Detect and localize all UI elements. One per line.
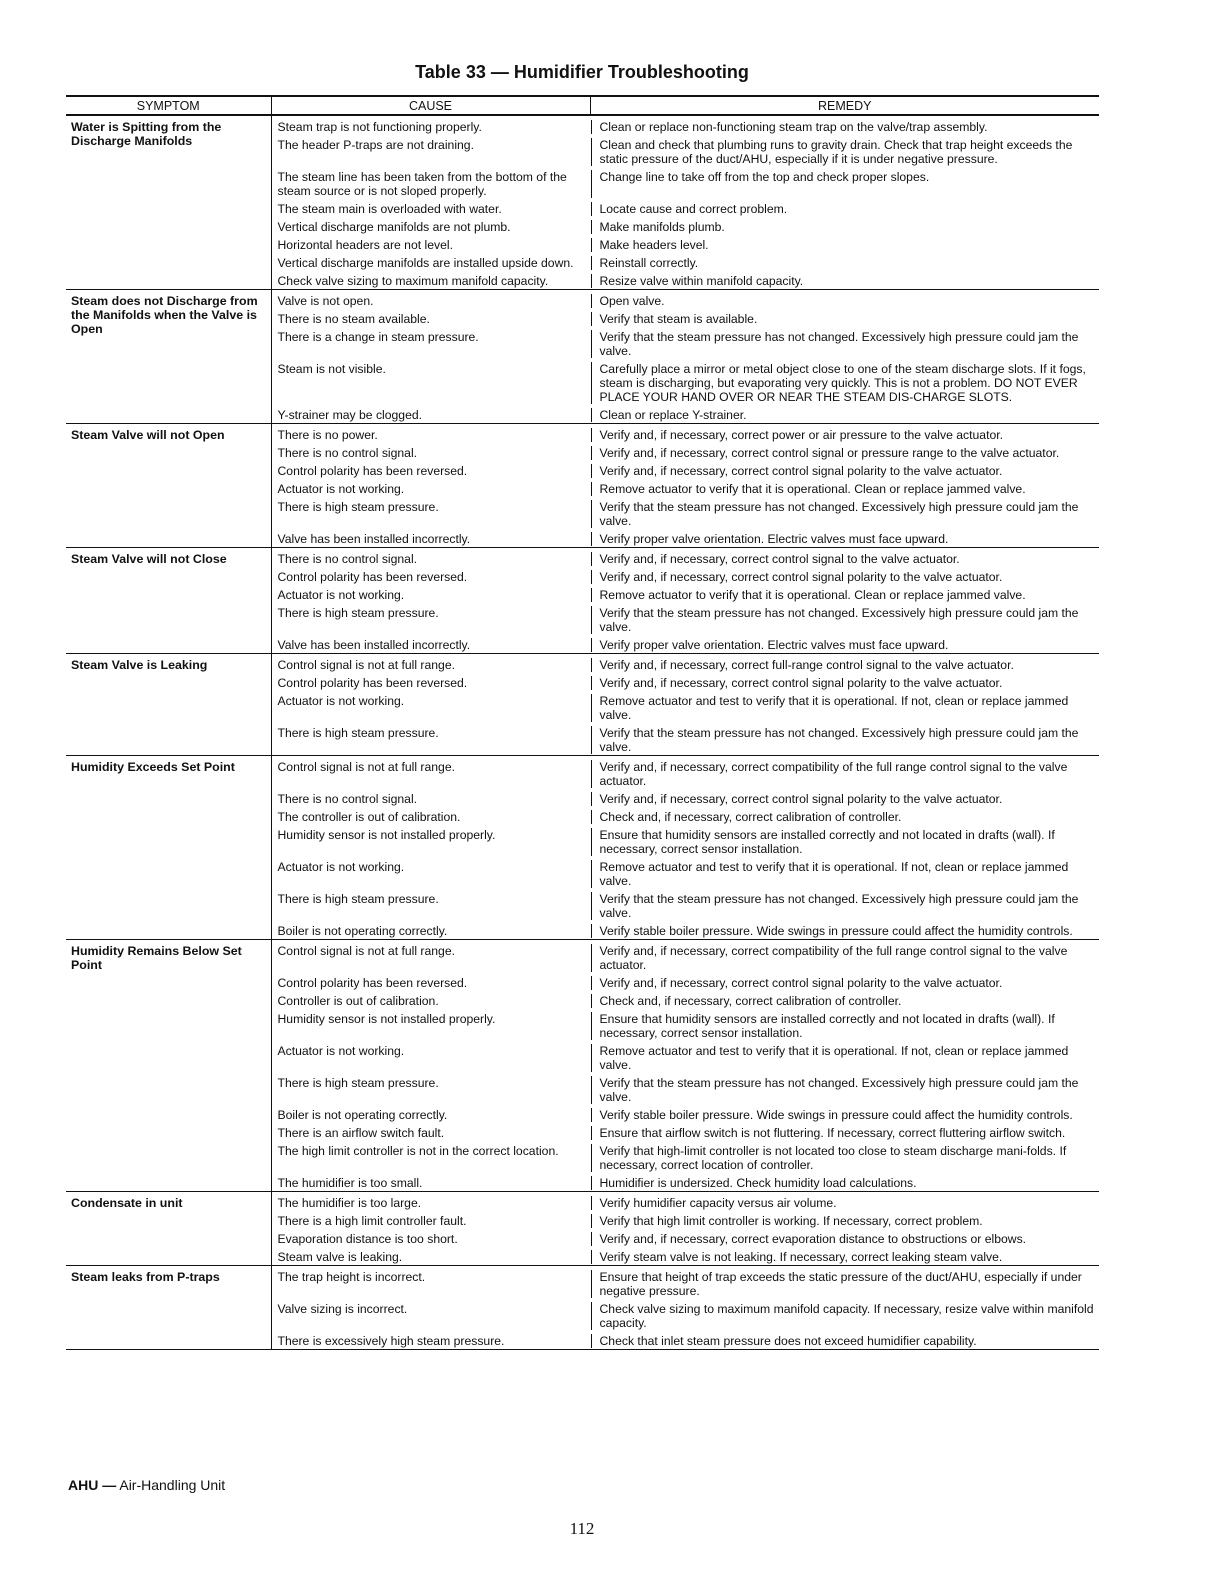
cause-text: The steam line has been taken from the bottom of the steam source or is not sloped properly.	[277, 170, 567, 198]
remedy-text: Verify that the steam pressure has not changed. Excessively high pressure could jam the valve.	[591, 1076, 1101, 1104]
remedy-text: Ensure that airflow switch is not fluttering. If necessary, correct fluttering airflow switch.	[591, 1126, 1101, 1140]
remedy-text: Remove actuator and test to verify that it is operational. If not, clean or replace jammed valve.	[591, 1044, 1101, 1072]
table-row	[272, 723, 1100, 755]
table-row	[272, 673, 1100, 691]
table-row	[272, 567, 1100, 585]
cause-text: Control polarity has been reversed.	[277, 570, 468, 584]
table-row	[272, 1009, 1100, 1041]
remedy-text: Verify and, if necessary, correct control signal or pressure range to the valve actuator.	[591, 446, 1101, 460]
remedy-text: Check and, if necessary, correct calibration of controller.	[591, 994, 1101, 1008]
remedy-text: Resize valve within manifold capacity.	[591, 274, 1101, 288]
table-row	[272, 1299, 1100, 1331]
cause-text: There is an airflow switch fault.	[277, 1126, 445, 1140]
table-row	[272, 825, 1100, 857]
remedy-text: Verify and, if necessary, correct control signal polarity to the valve actuator.	[591, 570, 1101, 584]
table-row	[272, 405, 1100, 423]
remedy-text: Remove actuator to verify that it is operational. Clean or replace jammed valve.	[591, 588, 1101, 602]
symptom-group	[66, 115, 1099, 290]
cause-text: Humidity sensor is not installed properly.	[277, 1012, 496, 1026]
symptom-group	[66, 424, 1099, 548]
table-row	[272, 253, 1100, 271]
cause-text: Valve is not open.	[277, 294, 374, 308]
remedy-text: Verify that the steam pressure has not changed. Excessively high pressure could jam the valve.	[591, 330, 1101, 358]
table-row	[272, 807, 1100, 825]
remedy-text: Humidifier is undersized. Check humidity load calculations.	[591, 1176, 1101, 1190]
cause-text: There is high steam pressure.	[277, 500, 439, 514]
cause-remedy-cell	[271, 548, 1099, 654]
table-row	[272, 548, 1100, 567]
remedy-text: Check valve sizing to maximum manifold capacity. If necessary, resize valve within manifold capacity.	[591, 1302, 1101, 1330]
remedy-text: Carefully place a mirror or metal object close to one of the steam discharge slots. If it fogs, steam is discharging, but evaporating very quickly. This is not a problem. DO NOT EVER PLACE YOUR HAND OVER OR NEAR THE STEAM DIS-CHARGE SLOTS.	[591, 362, 1101, 404]
table-row	[272, 1041, 1100, 1073]
table-row	[272, 461, 1100, 479]
cause-text: Control signal is not at full range.	[277, 760, 455, 774]
table-row	[272, 359, 1100, 405]
symptom-cell: Water is Spitting from the Discharge Manifolds	[66, 115, 271, 290]
table-row	[272, 497, 1100, 529]
remedy-text: Verify that the steam pressure has not changed. Excessively high pressure could jam the valve.	[591, 500, 1101, 528]
table-row	[272, 603, 1100, 635]
table-row	[272, 1123, 1100, 1141]
remedy-text: Verify and, if necessary, correct compatibility of the full range control signal to the valve actuator.	[591, 944, 1101, 972]
symptom-group	[66, 756, 1099, 940]
cause-text: There is a change in steam pressure.	[277, 330, 479, 344]
symptom-group	[66, 940, 1099, 1192]
remedy-text: Verify stable boiler pressure. Wide swings in pressure could affect the humidity controls.	[591, 1108, 1101, 1122]
table-row	[272, 327, 1100, 359]
remedy-text: Clean or replace Y-strainer.	[591, 408, 1101, 422]
cause-remedy-cell	[271, 115, 1099, 290]
table-row	[272, 1173, 1100, 1191]
table-row	[272, 1105, 1100, 1123]
table-row	[272, 940, 1100, 973]
table-row	[272, 309, 1100, 327]
symptom-cell: Humidity Exceeds Set Point	[66, 756, 271, 940]
cause-text: Valve has been installed incorrectly.	[277, 532, 471, 546]
cause-text: Vertical discharge manifolds are not plumb.	[277, 220, 511, 234]
cause-remedy-cell	[271, 1266, 1099, 1350]
remedy-text: Locate cause and correct problem.	[591, 202, 1101, 216]
table-row	[272, 1331, 1100, 1349]
remedy-text: Verify proper valve orientation. Electric valves must face upward.	[591, 638, 1101, 652]
cause-text: There is no steam available.	[277, 312, 430, 326]
table-row	[272, 199, 1100, 217]
table-row	[272, 1229, 1100, 1247]
cause-text: Boiler is not operating correctly.	[277, 1108, 448, 1122]
table-row	[272, 235, 1100, 253]
remedy-text: Verify that steam is available.	[591, 312, 1101, 326]
cause-text: Steam trap is not functioning properly.	[277, 120, 482, 134]
remedy-text: Verify that the steam pressure has not changed. Excessively high pressure could jam the valve.	[591, 606, 1101, 634]
cause-remedy-cell	[271, 654, 1099, 756]
remedy-text: Clean or replace non-functioning steam trap on the valve/trap assembly.	[591, 120, 1101, 134]
cause-remedy-cell	[271, 940, 1099, 1192]
remedy-text: Verify and, if necessary, correct full-range control signal to the valve actuator.	[591, 658, 1101, 672]
cause-text: There is high steam pressure.	[277, 892, 439, 906]
table-row	[272, 1141, 1100, 1173]
table-row	[272, 135, 1100, 167]
cause-text: There is no control signal.	[277, 552, 418, 566]
remedy-text: Remove actuator and test to verify that it is operational. If not, clean or replace jammed valve.	[591, 694, 1101, 722]
remedy-text: Check and, if necessary, correct calibration of controller.	[591, 810, 1101, 824]
cause-text: Steam is not visible.	[277, 362, 386, 376]
cause-text: The high limit controller is not in the correct location.	[277, 1144, 559, 1158]
table-row	[272, 116, 1100, 135]
remedy-text: Make headers level.	[591, 238, 1101, 252]
cause-text: Control signal is not at full range.	[277, 944, 455, 958]
table-body	[66, 115, 1099, 1350]
symptom-cell: Steam leaks from P-traps	[66, 1266, 271, 1350]
symptom-group	[66, 654, 1099, 756]
remedy-text: Clean and check that plumbing runs to gravity drain. Check that trap height exceeds the static pressure of the duct/AHU, especially if it is under negative pressure.	[591, 138, 1101, 166]
table-row	[272, 1247, 1100, 1265]
cause-text: The humidifier is too large.	[277, 1196, 422, 1210]
cause-text: Check valve sizing to maximum manifold capacity.	[277, 274, 549, 288]
remedy-text: Verify and, if necessary, correct control signal polarity to the valve actuator.	[591, 464, 1101, 478]
cause-text: Vertical discharge manifolds are installed upside down.	[277, 256, 574, 270]
remedy-text: Ensure that humidity sensors are installed correctly and not located in drafts (wall). If necessary, correct sensor installation.	[591, 1012, 1101, 1040]
remedy-text: Ensure that humidity sensors are installed correctly and not located in drafts (wall). If necessary, correct sensor installation.	[591, 828, 1101, 856]
cause-text: Actuator is not working.	[277, 694, 405, 708]
cause-text: There is no power.	[277, 428, 378, 442]
cause-header: CAUSE	[271, 96, 590, 115]
cause-text: Steam valve is leaking.	[277, 1250, 403, 1264]
symptom-cell: Steam Valve is Leaking	[66, 654, 271, 756]
cause-text: Valve sizing is incorrect.	[277, 1302, 408, 1316]
table-row	[272, 1211, 1100, 1229]
footnote	[68, 1477, 225, 1493]
table-title: Table 33 — Humidifier Troubleshooting	[415, 62, 749, 82]
cause-remedy-cell	[271, 424, 1099, 548]
remedy-text: Open valve.	[591, 294, 1101, 308]
table-row	[272, 217, 1100, 235]
cause-text: Control polarity has been reversed.	[277, 464, 468, 478]
remedy-text: Reinstall correctly.	[591, 256, 1101, 270]
symptom-cell: Condensate in unit	[66, 1192, 271, 1266]
remedy-header: REMEDY	[590, 96, 1099, 115]
remedy-text: Remove actuator to verify that it is operational. Clean or replace jammed valve.	[591, 482, 1101, 496]
cause-remedy-cell	[271, 290, 1099, 424]
remedy-text: Verify that high-limit controller is not located too close to steam discharge mani-folds. If necessary, correct location of controller.	[591, 1144, 1101, 1172]
remedy-text: Change line to take off from the top and check proper slopes.	[591, 170, 1101, 198]
remedy-text: Verify and, if necessary, correct control signal polarity to the valve actuator.	[591, 676, 1101, 690]
cause-text: There is a high limit controller fault.	[277, 1214, 467, 1228]
table-row	[272, 654, 1100, 673]
symptom-cell: Steam Valve will not Close	[66, 548, 271, 654]
cause-text: The controller is out of calibration.	[277, 810, 461, 824]
remedy-text: Verify that the steam pressure has not changed. Excessively high pressure could jam the valve.	[591, 892, 1101, 920]
remedy-text: Check that inlet steam pressure does not exceed humidifier capability.	[591, 1334, 1101, 1348]
remedy-text: Verify that the steam pressure has not changed. Excessively high pressure could jam the valve.	[591, 726, 1101, 754]
remedy-text: Verify humidifier capacity versus air volume.	[591, 1196, 1101, 1210]
table-row	[272, 756, 1100, 789]
table-row	[272, 424, 1100, 443]
table-row	[272, 290, 1100, 309]
cause-text: Actuator is not working.	[277, 1044, 405, 1058]
cause-remedy-cell	[271, 1192, 1099, 1266]
remedy-text: Verify steam valve is not leaking. If necessary, correct leaking steam valve.	[591, 1250, 1101, 1264]
table-row	[272, 991, 1100, 1009]
cause-text: Boiler is not operating correctly.	[277, 924, 448, 938]
symptom-group	[66, 1266, 1099, 1350]
symptom-group	[66, 548, 1099, 654]
remedy-text: Verify and, if necessary, correct power or air pressure to the valve actuator.	[591, 428, 1101, 442]
cause-text: Actuator is not working.	[277, 588, 405, 602]
remedy-text: Ensure that height of trap exceeds the static pressure of the duct/AHU, especially if under negative pressure.	[591, 1270, 1101, 1298]
remedy-text: Verify and, if necessary, correct control signal polarity to the valve actuator.	[591, 976, 1101, 990]
remedy-text: Verify stable boiler pressure. Wide swings in pressure could affect the humidity controls.	[591, 924, 1101, 938]
footnote-abbr: AHU —	[68, 1477, 117, 1493]
cause-text: There is no control signal.	[277, 446, 418, 460]
remedy-text: Verify and, if necessary, correct control signal to the valve actuator.	[591, 552, 1101, 566]
table-row	[272, 635, 1100, 653]
symptom-cell: Humidity Remains Below Set Point	[66, 940, 271, 1192]
table-row	[272, 167, 1100, 199]
cause-text: The trap height is incorrect.	[277, 1270, 426, 1284]
cause-text: There is no control signal.	[277, 792, 418, 806]
table-row	[272, 1266, 1100, 1299]
table-row	[272, 1192, 1100, 1211]
symptom-cell: Steam Valve will not Open	[66, 424, 271, 548]
cause-text: The steam main is overloaded with water.	[277, 202, 502, 216]
cause-text: Humidity sensor is not installed properly.	[277, 828, 496, 842]
remedy-text: Verify that high limit controller is working. If necessary, correct problem.	[591, 1214, 1101, 1228]
cause-text: Horizontal headers are not level.	[277, 238, 453, 252]
remedy-text: Verify and, if necessary, correct evaporation distance to obstructions or elbows.	[591, 1232, 1101, 1246]
cause-text: The header P-traps are not draining.	[277, 138, 474, 152]
cause-text: Valve has been installed incorrectly.	[277, 638, 471, 652]
troubleshooting-table	[66, 95, 1099, 1350]
cause-text: Control signal is not at full range.	[277, 658, 455, 672]
symptom-cell: Steam does not Discharge from the Manifolds when the Valve is Open	[66, 290, 271, 424]
remedy-text: Verify proper valve orientation. Electric valves must face upward.	[591, 532, 1101, 546]
table-row	[272, 585, 1100, 603]
cause-text: Control polarity has been reversed.	[277, 976, 468, 990]
table-row	[272, 889, 1100, 921]
cause-text: Controller is out of calibration.	[277, 994, 439, 1008]
footnote-text: Air-Handling Unit	[116, 1477, 226, 1493]
table-row	[272, 271, 1100, 289]
table-row	[272, 479, 1100, 497]
table-row	[272, 691, 1100, 723]
remedy-text: Remove actuator and test to verify that it is operational. If not, clean or replace jammed valve.	[591, 860, 1101, 888]
symptom-header: SYMPTOM	[66, 96, 271, 115]
table-row	[272, 973, 1100, 991]
table-row	[272, 921, 1100, 939]
table-row	[272, 443, 1100, 461]
cause-text: Actuator is not working.	[277, 860, 405, 874]
symptom-group	[66, 290, 1099, 424]
cause-remedy-cell	[271, 756, 1099, 940]
table-row	[272, 1073, 1100, 1105]
cause-text: There is high steam pressure.	[277, 1076, 439, 1090]
remedy-text: Make manifolds plumb.	[591, 220, 1101, 234]
cause-text: Actuator is not working.	[277, 482, 405, 496]
cause-text: Y-strainer may be clogged.	[277, 408, 423, 422]
table-header-row	[66, 96, 1099, 115]
cause-text: The humidifier is too small.	[277, 1176, 423, 1190]
table-row	[272, 857, 1100, 889]
remedy-text: Verify and, if necessary, correct control signal polarity to the valve actuator.	[591, 792, 1101, 806]
cause-text: There is high steam pressure.	[277, 726, 439, 740]
remedy-text: Verify and, if necessary, correct compatibility of the full range control signal to the valve actuator.	[591, 760, 1101, 788]
cause-text: Control polarity has been reversed.	[277, 676, 468, 690]
table-row	[272, 789, 1100, 807]
cause-text: There is high steam pressure.	[277, 606, 439, 620]
table-row	[272, 529, 1100, 547]
symptom-group	[66, 1192, 1099, 1266]
page-number: 112	[569, 1519, 595, 1538]
cause-text: There is excessively high steam pressure.	[277, 1334, 505, 1348]
cause-text: Evaporation distance is too short.	[277, 1232, 458, 1246]
